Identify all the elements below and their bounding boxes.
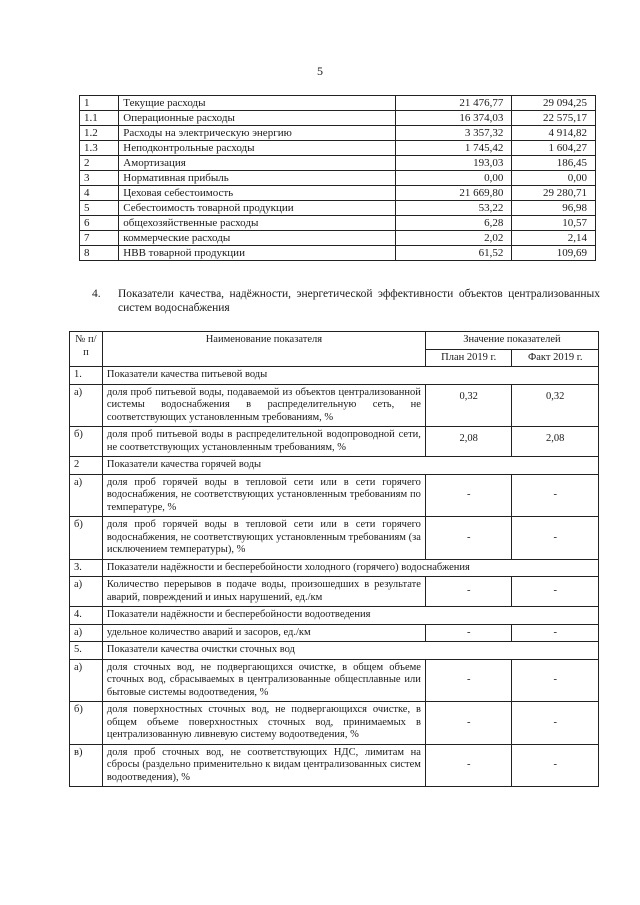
table-row <box>80 96 596 111</box>
row-num: б) <box>70 517 103 560</box>
header-fact: Факт 2019 г. <box>512 349 599 367</box>
row-value-1: 3 357,32 <box>396 126 512 141</box>
row-label: Текущие расходы <box>119 96 396 111</box>
row-num: 2 <box>70 457 103 475</box>
row-label: Амортизация <box>119 156 396 171</box>
row-number: 1.1 <box>80 111 119 126</box>
table-row <box>80 156 596 171</box>
row-num: 4. <box>70 607 103 625</box>
cost-table <box>79 95 596 261</box>
row-value-1: 0,00 <box>396 171 512 186</box>
row-num: б) <box>70 427 103 457</box>
table-row <box>70 427 599 457</box>
row-value-1: 2,02 <box>396 231 512 246</box>
row-label: коммерческие расходы <box>119 231 396 246</box>
row-name: удельное количество аварий и засоров, ед./км <box>102 624 425 642</box>
row-value-2: 22 575,17 <box>512 111 596 126</box>
row-value-1: 21 669,80 <box>396 186 512 201</box>
row-plan: - <box>425 624 512 642</box>
row-name: доля проб питьевой воды, подаваемой из объектов централизованной системы водоснабжения в распределительную сеть, не соответствующих установленным требованиям, % <box>102 384 425 427</box>
table-row <box>80 216 596 231</box>
row-value-1: 21 476,77 <box>396 96 512 111</box>
row-number: 7 <box>80 231 119 246</box>
table-row <box>80 171 596 186</box>
table-row <box>70 624 599 642</box>
section-title: Показатели качества, надёжности, энергетической эффективности объектов централизованных систем водоснабжения <box>118 288 600 314</box>
row-name: доля проб горячей воды в тепловой сети или в сети горячего водоснабжения, не соответствующих установленным требованиям (за исключением температуры), % <box>102 517 425 560</box>
table-row <box>80 126 596 141</box>
row-fact: - <box>512 517 599 560</box>
row-label: Расходы на электрическую энергию <box>119 126 396 141</box>
row-value-2: 4 914,82 <box>512 126 596 141</box>
row-number: 3 <box>80 171 119 186</box>
row-name: Показатели качества питьевой воды <box>102 367 598 385</box>
row-value-2: 2,14 <box>512 231 596 246</box>
row-plan: - <box>425 744 512 787</box>
row-name: доля проб горячей воды в тепловой сети или в сети горячего водоснабжения, не соответствующих установленным требованиям по температуре, % <box>102 474 425 517</box>
row-fact: - <box>512 702 599 745</box>
row-number: 5 <box>80 201 119 216</box>
row-value-2: 109,69 <box>512 246 596 261</box>
row-value-2: 1 604,27 <box>512 141 596 156</box>
row-num: а) <box>70 577 103 607</box>
row-number: 2 <box>80 156 119 171</box>
section-number: 4. <box>92 288 101 300</box>
header-num: № п/п <box>70 332 103 367</box>
row-fact: - <box>512 577 599 607</box>
section-row <box>70 367 599 385</box>
table-row <box>70 702 599 745</box>
row-plan: - <box>425 702 512 745</box>
row-num: 5. <box>70 642 103 660</box>
row-value-2: 186,45 <box>512 156 596 171</box>
section-row <box>70 457 599 475</box>
table-row <box>80 201 596 216</box>
table-row <box>70 517 599 560</box>
row-value-1: 61,52 <box>396 246 512 261</box>
row-name: доля поверхностных сточных вод, не подвергающихся очистке, в общем объеме поверхностных сточных вод, принимаемых в централизованную ливневую систему водоотведения, % <box>102 702 425 745</box>
row-label: НВВ товарной продукции <box>119 246 396 261</box>
header-value: Значение показателей <box>425 332 598 350</box>
row-label: Операционные расходы <box>119 111 396 126</box>
row-name: Показатели надёжности и бесперебойности холодного (горячего) водоснабжения <box>102 559 598 577</box>
row-name: доля проб сточных вод, не соответствующих НДС, лимитам на сбросы (раздельно применительно к видам централизованных систем водоотведения), % <box>102 744 425 787</box>
row-plan: - <box>425 659 512 702</box>
row-name: Показатели качества горячей воды <box>102 457 598 475</box>
row-value-1: 6,28 <box>396 216 512 231</box>
row-num: в) <box>70 744 103 787</box>
row-num: а) <box>70 384 103 427</box>
indicators-table <box>69 331 599 787</box>
header-name: Наименование показателя <box>102 332 425 367</box>
table-row <box>80 246 596 261</box>
row-label: Себестоимость товарной продукции <box>119 201 396 216</box>
row-label: общехозяйственные расходы <box>119 216 396 231</box>
row-num: 3. <box>70 559 103 577</box>
row-value-1: 16 374,03 <box>396 111 512 126</box>
row-label: Нормативная прибыль <box>119 171 396 186</box>
row-number: 1 <box>80 96 119 111</box>
row-num: а) <box>70 474 103 517</box>
table-row <box>70 577 599 607</box>
table-row <box>80 186 596 201</box>
row-fact: - <box>512 659 599 702</box>
row-value-1: 53,22 <box>396 201 512 216</box>
row-fact: - <box>512 474 599 517</box>
row-num: а) <box>70 659 103 702</box>
row-value-1: 193,03 <box>396 156 512 171</box>
row-value-2: 10,57 <box>512 216 596 231</box>
row-value-2: 29 094,25 <box>512 96 596 111</box>
row-name: Показатели надёжности и бесперебойности водоотведения <box>102 607 598 625</box>
row-number: 4 <box>80 186 119 201</box>
row-fact: - <box>512 744 599 787</box>
row-fact: 2,08 <box>512 427 599 457</box>
row-number: 1.2 <box>80 126 119 141</box>
row-number: 1.3 <box>80 141 119 156</box>
row-fact: - <box>512 624 599 642</box>
row-label: Цеховая себестоимость <box>119 186 396 201</box>
row-name: доля сточных вод, не подвергающихся очистке, в общем объеме сточных вод, сбрасываемых в централизованные общесплавные или бытовые системы водоотведения, % <box>102 659 425 702</box>
section-row <box>70 642 599 660</box>
section-heading <box>92 287 600 315</box>
header-plan: План 2019 г. <box>425 349 512 367</box>
table-header-row <box>70 332 599 350</box>
table-row <box>70 659 599 702</box>
table-row <box>70 474 599 517</box>
row-plan: - <box>425 517 512 560</box>
row-plan: 2,08 <box>425 427 512 457</box>
table-row <box>80 231 596 246</box>
section-row <box>70 559 599 577</box>
row-value-2: 29 280,71 <box>512 186 596 201</box>
row-number: 8 <box>80 246 119 261</box>
table-row <box>80 141 596 156</box>
page-number: 5 <box>317 64 323 78</box>
row-plan: - <box>425 577 512 607</box>
row-plan: - <box>425 474 512 517</box>
row-label: Неподконтрольные расходы <box>119 141 396 156</box>
table-row <box>70 744 599 787</box>
row-value-2: 0,00 <box>512 171 596 186</box>
row-name: Количество перерывов в подаче воды, произошедших в результате аварий, повреждений и иных нарушений, ед./км <box>102 577 425 607</box>
row-name: Показатели качества очистки сточных вод <box>102 642 598 660</box>
table-row <box>70 384 599 427</box>
row-fact: 0,32 <box>512 384 599 427</box>
row-value-2: 96,98 <box>512 201 596 216</box>
table-row <box>80 111 596 126</box>
row-num: а) <box>70 624 103 642</box>
row-num: б) <box>70 702 103 745</box>
row-num: 1. <box>70 367 103 385</box>
row-number: 6 <box>80 216 119 231</box>
row-value-1: 1 745,42 <box>396 141 512 156</box>
row-plan: 0,32 <box>425 384 512 427</box>
row-name: доля проб питьевой воды в распределительной водопроводной сети, не соответствующих установленным требованиям, % <box>102 427 425 457</box>
section-row <box>70 607 599 625</box>
